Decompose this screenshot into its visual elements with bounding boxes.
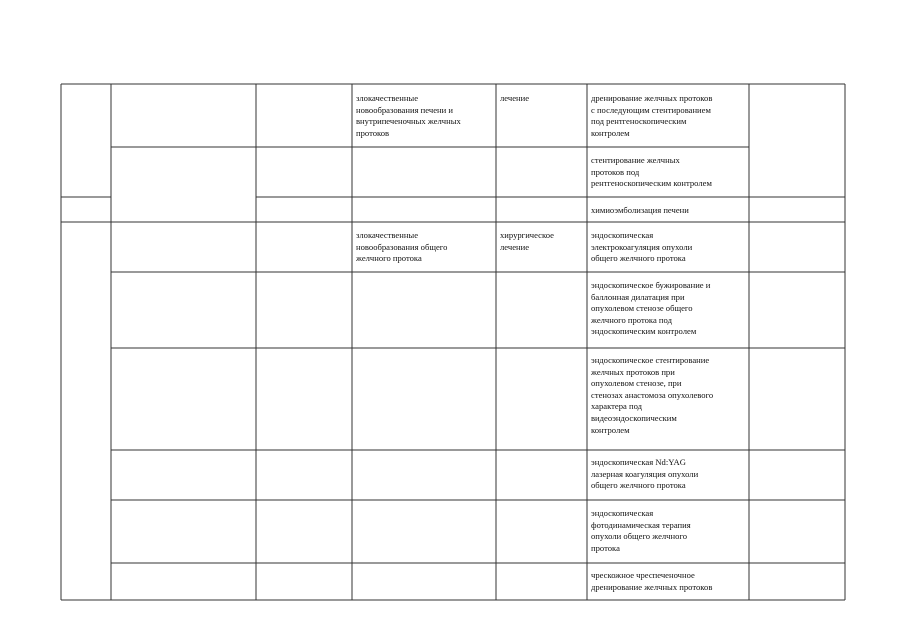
- method-cell: чрескожное чреспеченочное дренирование желчных протоков: [591, 570, 713, 592]
- treatment-type-cell: хирургическое лечение: [500, 230, 554, 252]
- method-cell: эндоскопическое бужирование и баллонная дилатация при опухолевом стенозе общего желчного протока под эндоскопическим контролем: [591, 280, 711, 337]
- method-cell: эндоскопическое стентирование желчных протоков при опухолевом стенозе, при стенозах анастомоза опухолевого характера под видеоэндоскопическим контролем: [591, 355, 714, 435]
- method-cell: эндоскопическая фотодинамическая терапия опухоли общего желчного протока: [591, 508, 691, 553]
- method-cell: химиоэмболизация печени: [591, 205, 689, 215]
- diagnosis-cell: злокачественные новообразования общего желчного протока: [356, 230, 448, 264]
- treatment-type-cell: лечение: [500, 93, 530, 103]
- method-cell: дренирование желчных протоков с последующим стентированием под рентгеноскопическим контролем: [591, 93, 713, 138]
- method-cell: эндоскопическая электрокоагуляция опухоли общего желчного протока: [591, 230, 693, 264]
- method-cell: эндоскопическая Nd:YAG лазерная коагуляция опухоли общего желчного протока: [591, 457, 699, 491]
- diagnosis-cell: злокачественные новообразования печени и внутрипеченочных желчных протоков: [356, 93, 461, 138]
- method-cell: стентирование желчных протоков под рентгеноскопическим контролем: [591, 155, 712, 189]
